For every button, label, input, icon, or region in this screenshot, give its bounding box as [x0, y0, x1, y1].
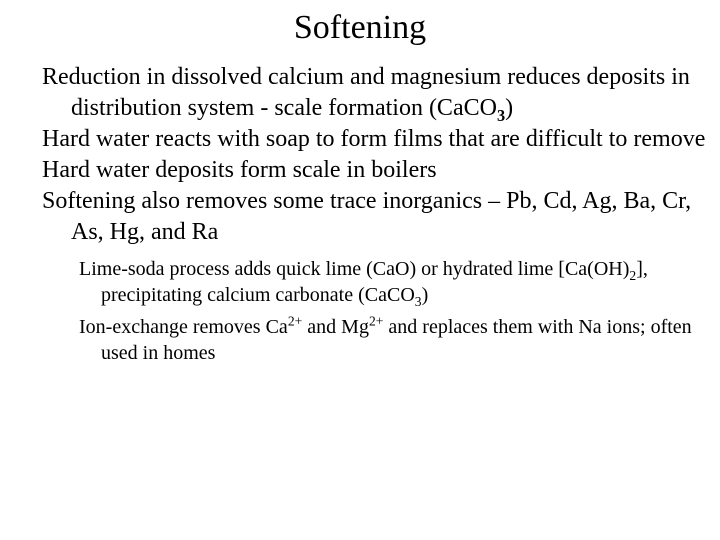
slide-title: Softening [293, 9, 427, 46]
bullet-boiler-scale: Hard water deposits form scale in boilers [42, 157, 437, 183]
bullet-list [42, 62, 712, 372]
subbullet-ion-exchange: Ion-exchange removes $Ca^{2+}$ and $Mg^{2+}$ and replaces them with Na ions; often used in homes [79, 313, 692, 364]
bullet-trace-inorganics: Softening also removes some trace inorganics – Pb, Cd, Ag, Ba, Cr, As, Hg, and Ra [42, 188, 692, 245]
subbullet-list [79, 256, 712, 366]
bullet-soap-films: Hard water reacts with soap to form films that are difficult to remove [42, 126, 706, 152]
subbullet-lime-soda: Lime-soda process adds quick lime (CaO) or hydrated lime $[Ca(OH)_2]$, precipitating calcium carbonate (CaCO$_3$) [79, 258, 648, 309]
bullet-scale-formation: Reduction in dissolved calcium and magnesium reduces deposits in distribution system - scale formation (CaCO$_3$) [42, 64, 690, 125]
